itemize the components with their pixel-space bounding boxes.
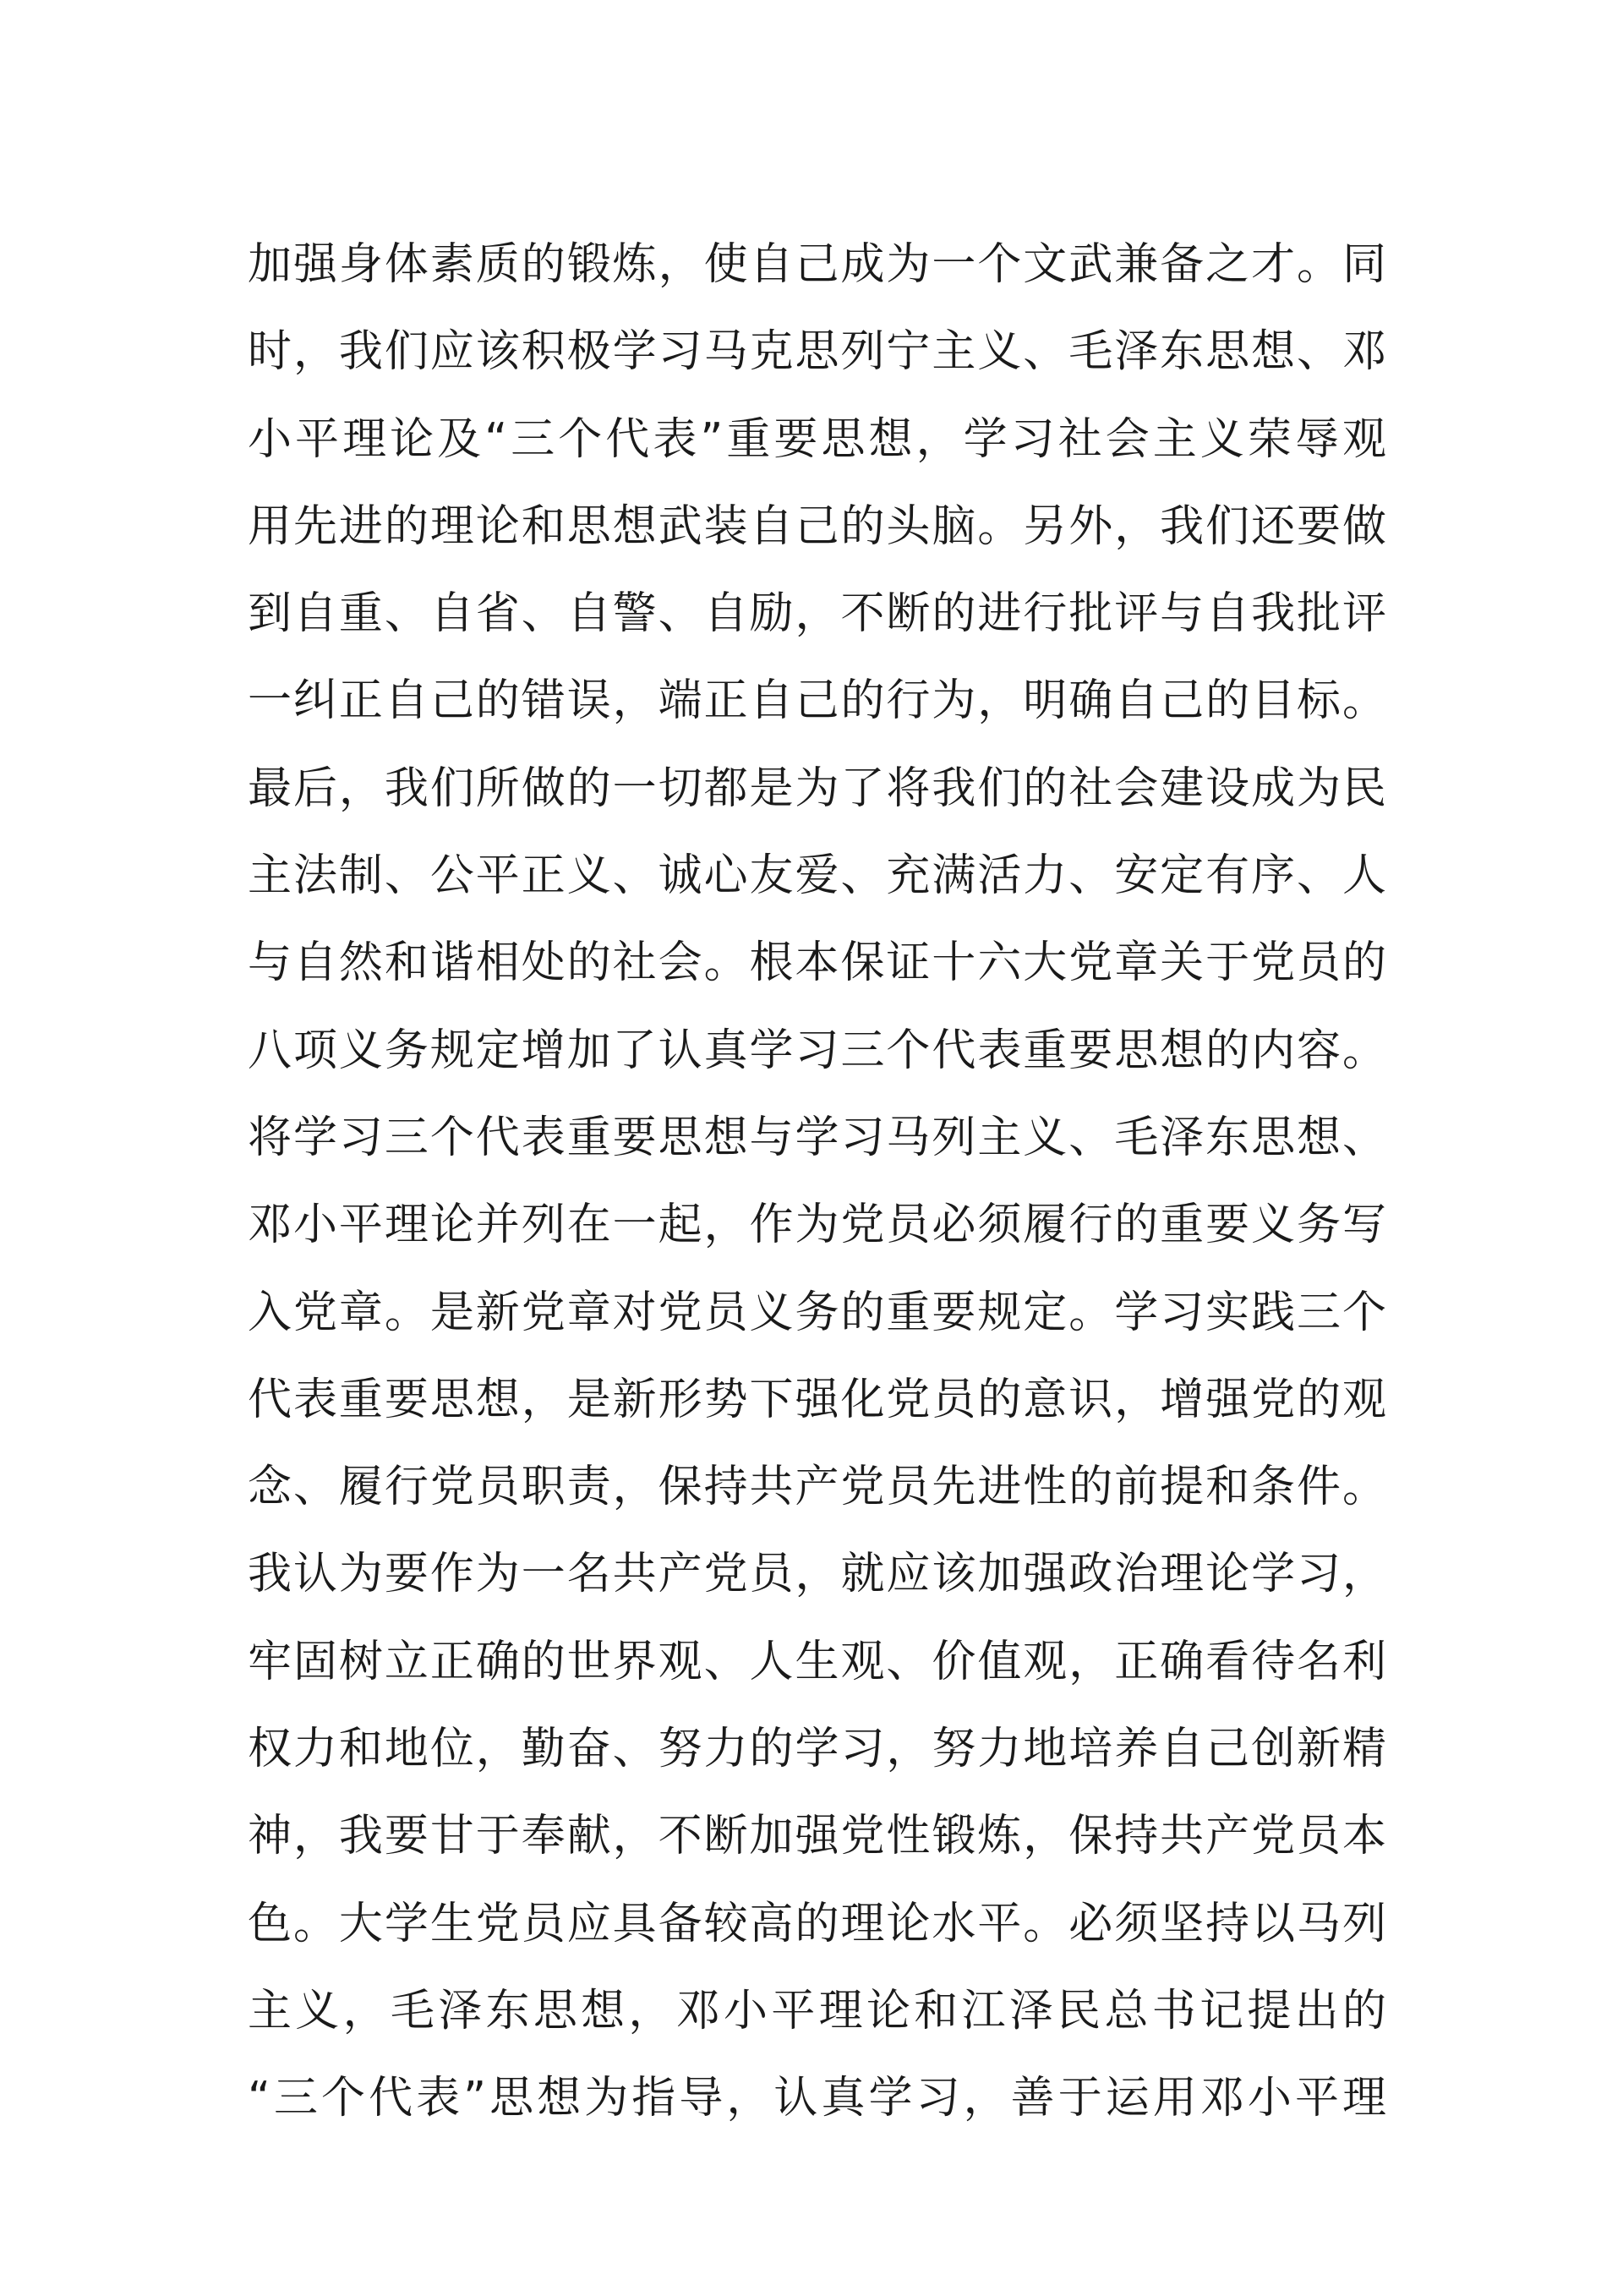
- text-line: 小平理论及“三个代表”重要思想，学习社会主义荣辱观: [248, 413, 1386, 465]
- text-line: 最后，我们所做的一切都是为了将我们的社会建设成为民: [248, 763, 1386, 814]
- body-text: [248, 221, 1386, 2143]
- text-line: 加强身体素质的锻炼，使自己成为一个文武兼备之才。同: [248, 239, 1386, 290]
- text-line: 用先进的理论和思想武装自己的头脑。另外，我们还要做: [248, 500, 1386, 552]
- text-line: 色。大学生党员应具备较高的理论水平。必须坚持以马列: [248, 1898, 1386, 1949]
- text-line: 代表重要思想，是新形势下强化党员的意识，增强党的观: [248, 1374, 1386, 1425]
- text-line: “三个代表”思想为指导，认真学习，善于运用邓小平理: [248, 2073, 1386, 2124]
- text-line: 入党章。是新党章对党员义务的重要规定。学习实践三个: [248, 1287, 1386, 1338]
- text-line: 与自然和谐相处的社会。根本保证十六大党章关于党员的: [248, 938, 1386, 989]
- text-line: 八项义务规定增加了认真学习三个代表重要思想的内容。: [248, 1025, 1386, 1076]
- text-line: 我认为要作为一名共产党员，就应该加强政治理论学习，: [248, 1549, 1386, 1600]
- text-line: 念、履行党员职责，保持共产党员先进性的前提和条件。: [248, 1462, 1386, 1513]
- text-line: 将学习三个代表重要思想与学习马列主义、毛泽东思想、: [248, 1112, 1386, 1163]
- text-line: 神，我要甘于奉献，不断加强党性锻炼，保持共产党员本: [248, 1811, 1386, 1862]
- text-line: 时，我们应该积极学习马克思列宁主义、毛泽东思想、邓: [248, 326, 1386, 378]
- text-line: 牢固树立正确的世界观、人生观、价值观，正确看待名利: [248, 1636, 1386, 1687]
- text-line: 邓小平理论并列在一起，作为党员必须履行的重要义务写: [248, 1200, 1386, 1251]
- text-line: 主法制、公平正义、诚心友爱、充满活力、安定有序、人: [248, 850, 1386, 902]
- text-line: 主义，毛泽东思想，邓小平理论和江泽民总书记提出的: [248, 1985, 1386, 2036]
- text-line: 一纠正自己的错误，端正自己的行为，明确自己的目标。: [248, 675, 1386, 727]
- text-line: 权力和地位，勤奋、努力的学习，努力地培养自己创新精: [248, 1724, 1386, 1775]
- text-line: 到自重、自省、自警、自励，不断的进行批评与自我批评: [248, 588, 1386, 640]
